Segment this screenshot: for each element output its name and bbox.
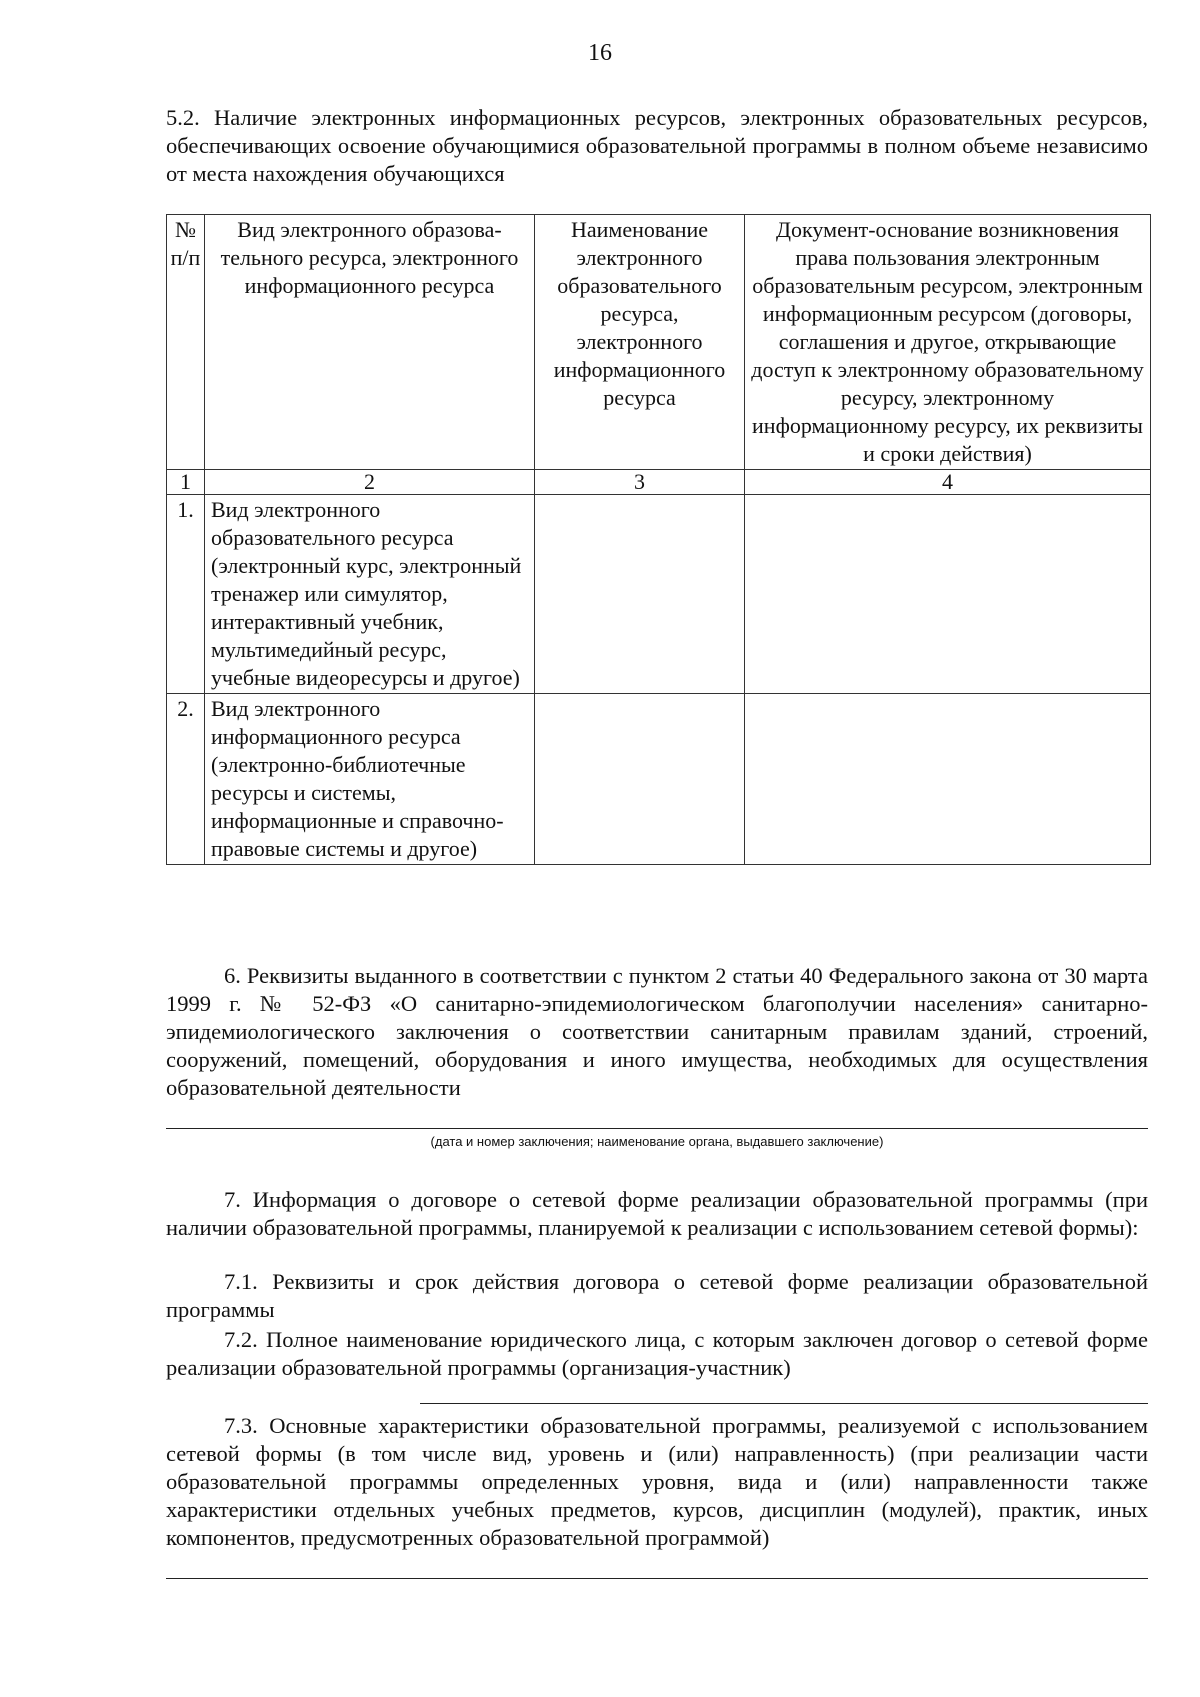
header-basis-document: Документ-основание возникновения права пользования электронным образовательным ресурсом, электронным информационным ресурсом (договоры, соглашения и другое, открывающие доступ к электронному образовательному ресурсу, электронному информационному ресурсу, их реквизиты и сроки действия) bbox=[745, 215, 1151, 470]
table-header-row bbox=[167, 215, 1151, 470]
column-number: 2 bbox=[205, 470, 535, 495]
row-resource-type: Вид электронного образовательного ресурса (электронный курс, электронный тренажер или симулятор, интерактивный учебник, мультимедийный ресурс, учебные видеоресурсы и другое) bbox=[205, 495, 535, 694]
section-7-2-text: 7.2. Полное наименование юридического лица, с которым заключен договор о сетевой форме реализации образовательной программы (организация-участник) bbox=[166, 1327, 1148, 1380]
section-5-2-text: 5.2. Наличие электронных информационных ресурсов, электронных образовательных ресурсов, обеспечивающих освоение обучающимися образовательной программы в полном объеме независимо от места нахождения обучающихся bbox=[166, 105, 1148, 186]
row-resource-name-cell[interactable] bbox=[535, 694, 745, 865]
page-number: 16 bbox=[588, 40, 612, 66]
program-characteristics-field-line[interactable] bbox=[166, 1578, 1148, 1579]
row-number: 1. bbox=[167, 495, 205, 694]
row-basis-document-cell[interactable] bbox=[745, 694, 1151, 865]
table-column-numbers-row bbox=[167, 470, 1151, 495]
table-row bbox=[167, 495, 1151, 694]
header-resource-name: Наименование электронного образовательного ресурса, электронного информационного ресурса bbox=[535, 215, 745, 470]
section-7-3-text: 7.3. Основные характеристики образовательной программы, реализуемой с использованием сетевой формы (в том числе вид, уровень и (или) направленность) (при реализации части образовательной программы определенных уровня, вида и (или) направленности также характеристики отдельных учебных предметов, курсов, дисциплин (модулей), практик, иных компонентов, предусмотренных образовательной программой) bbox=[166, 1413, 1148, 1550]
section-7-text: 7. Информация о договоре о сетевой форме реализации образовательной программы (при наличии образовательной программы, планируемой к реализации с использованием сетевой формы): bbox=[166, 1187, 1148, 1240]
sanitary-conclusion-field-line[interactable] bbox=[166, 1128, 1148, 1129]
row-number: 2. bbox=[167, 694, 205, 865]
column-number: 3 bbox=[535, 470, 745, 495]
participant-organization-field-line[interactable] bbox=[420, 1403, 1148, 1404]
row-resource-name-cell[interactable] bbox=[535, 495, 745, 694]
column-number: 4 bbox=[745, 470, 1151, 495]
column-number: 1 bbox=[167, 470, 205, 495]
section-7-1-text: 7.1. Реквизиты и срок действия договора о сетевой форме реализации образовательной программы bbox=[166, 1269, 1148, 1322]
header-resource-type: Вид электронного образова-тельного ресурса, электронного информационного ресурса bbox=[205, 215, 535, 470]
table-row bbox=[167, 694, 1151, 865]
row-resource-type: Вид электронного информационного ресурса (электронно-библиотечные ресурсы и системы, информационные и справочно-правовые системы и другое) bbox=[205, 694, 535, 865]
row-basis-document-cell[interactable] bbox=[745, 495, 1151, 694]
sanitary-conclusion-caption: (дата и номер заключения; наименование органа, выдавшего заключение) bbox=[430, 1134, 884, 1149]
electronic-resources-table bbox=[166, 214, 1151, 865]
section-6-text: 6. Реквизиты выданного в соответствии с пунктом 2 статьи 40 Федерального закона от 30 марта 1999 г. № 52-ФЗ «О санитарно-эпидемиологическом благополучии населения» санитарно-эпидемиологического заключения о соответствии санитарным правилам зданий, строений, сооружений, помещений, оборудования и иного имущества, необходимых для осуществления образовательной деятельности bbox=[166, 963, 1148, 1100]
header-number: № п/п bbox=[167, 215, 205, 470]
